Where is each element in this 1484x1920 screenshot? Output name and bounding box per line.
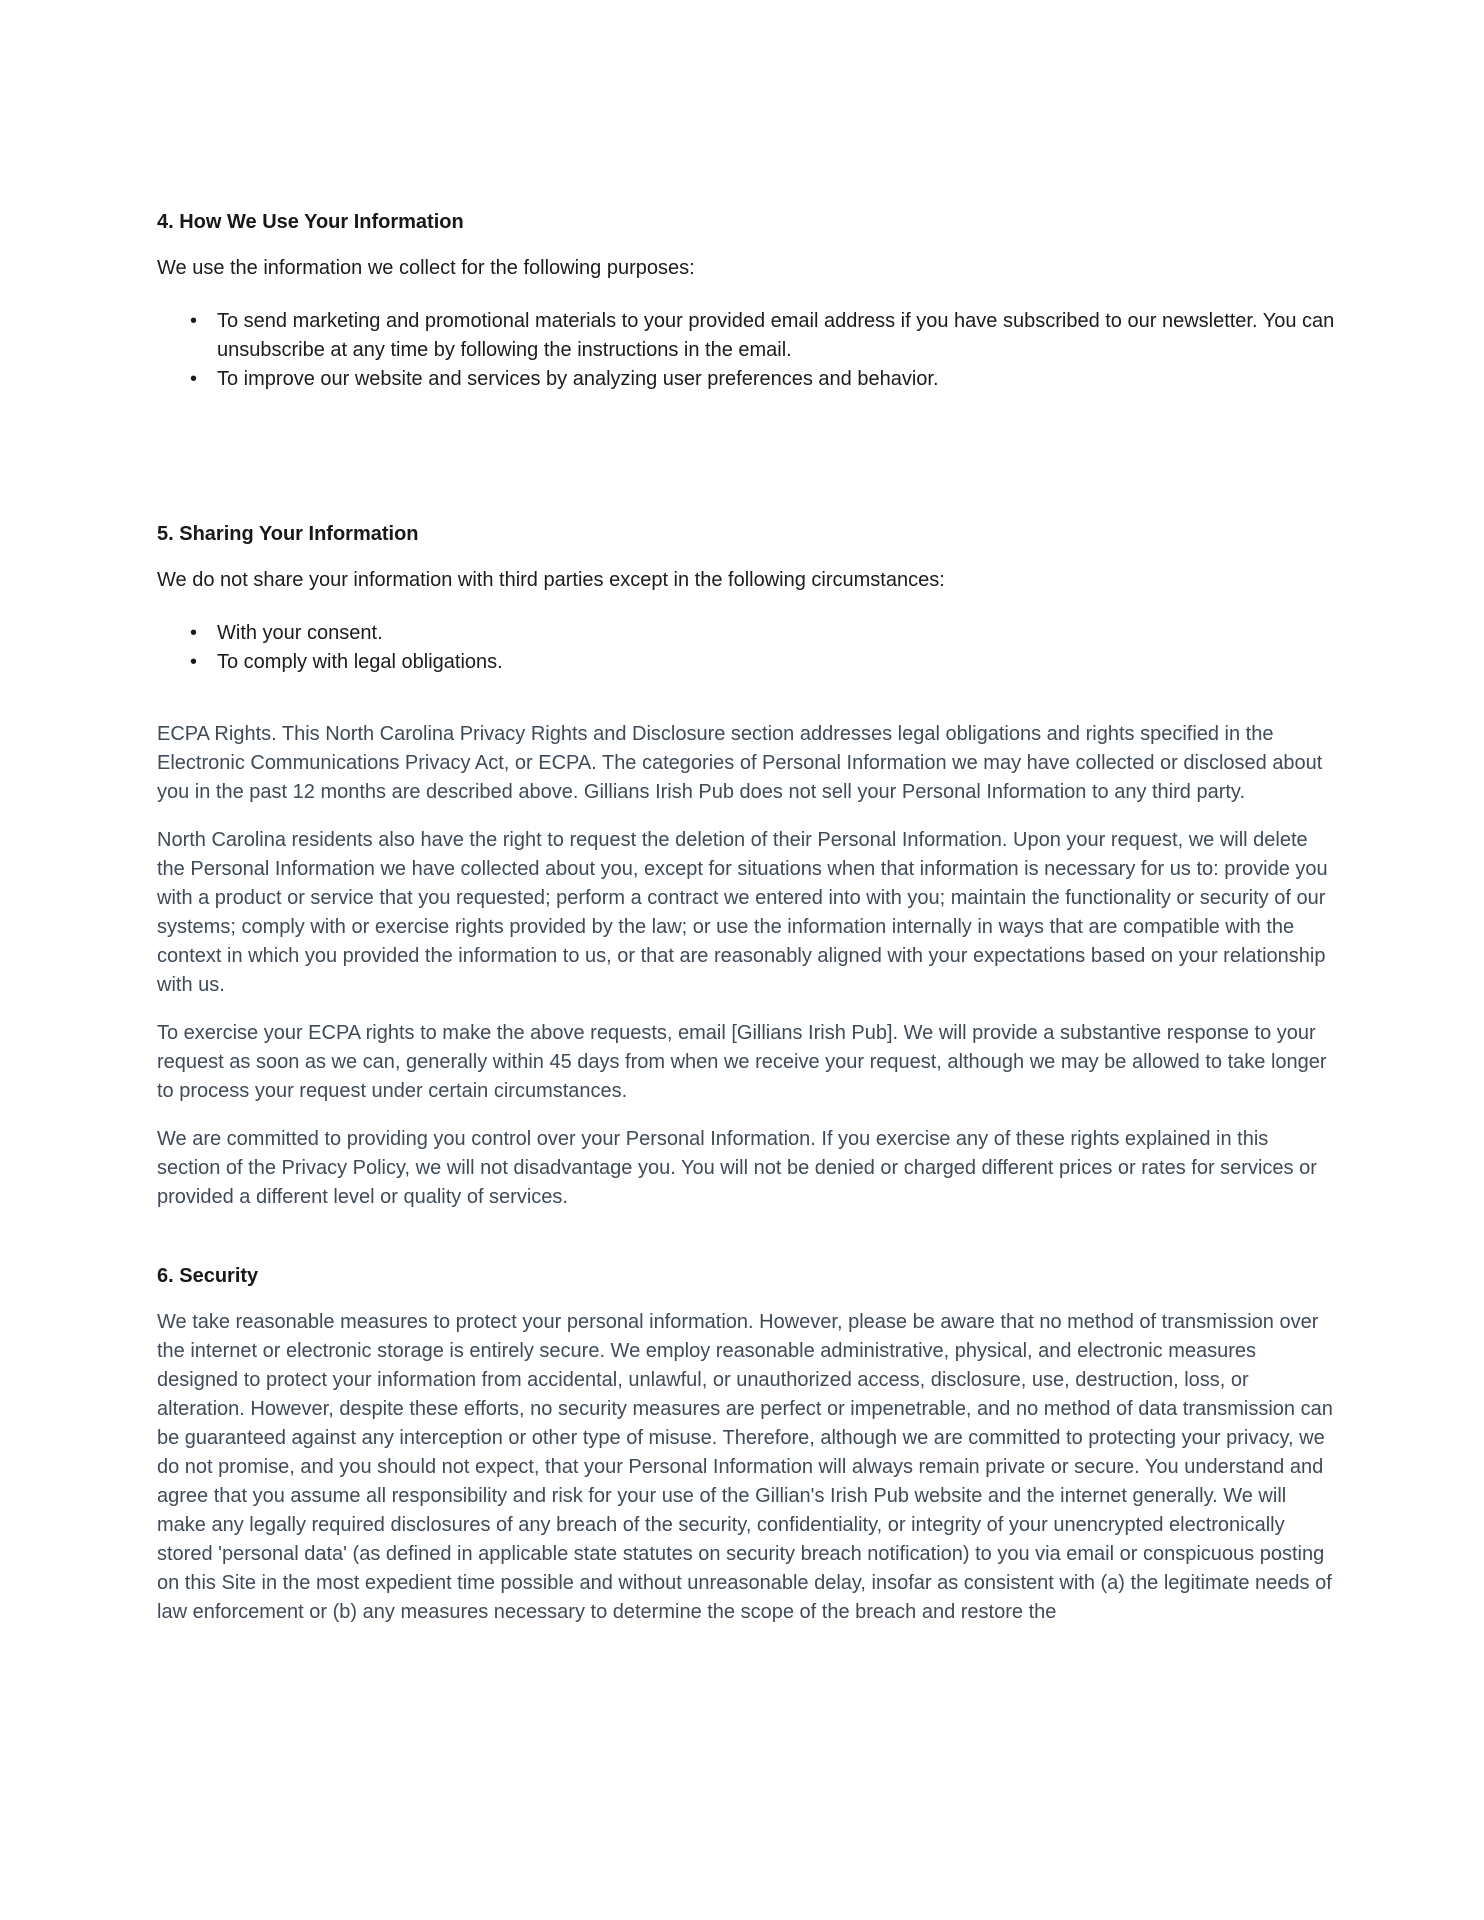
bullet-dot-icon: • — [190, 368, 198, 390]
bullet-item-improve-website — [190, 365, 1337, 394]
paragraph-ecpa-rights: ECPA Rights. This North Carolina Privacy Rights and Disclosure section addresses legal obligations and rights specified in the Electronic Communications Privacy Act, or ECPA. The categories of Personal Information we may have collected or disclosed about you in the past 12 months are described above. Gillians Irish Pub does not sell your Personal Information to any third party. — [157, 723, 1323, 803]
paragraph-exercise-ecpa-rights: To exercise your ECPA rights to make the above requests, email [Gillians Irish Pub]. We will provide a substantive response to your request as soon as we can, generally within 45 days from when we receive your request, although we may be allowed to take longer to process your request under certain circumstances. — [157, 1022, 1327, 1102]
bullet-item-with-consent — [190, 619, 1337, 648]
paragraph-no-disadvantage: We are committed to providing you control over your Personal Information. If you exercise any of these rights explained in this section of the Privacy Policy, we will not disadvantage you. You will not be denied or charged different prices or rates for services or provided a different level or quality of services. — [157, 1128, 1317, 1208]
bullet-text: To comply with legal obligations. — [217, 651, 503, 673]
bullet-dot-icon: • — [190, 310, 198, 332]
bullet-list-how-we-use — [157, 307, 1337, 394]
bullet-dot-icon: • — [190, 622, 198, 644]
bullet-item-legal-obligations — [190, 648, 1337, 677]
section-sharing-your-information — [157, 520, 1337, 1212]
section-heading-how-we-use: 4. How We Use Your Information — [157, 211, 464, 233]
intro-paragraph-how-we-use: We use the information we collect for the following purposes: — [157, 257, 695, 279]
section-security — [157, 1262, 1337, 1627]
bullet-item-marketing-emails — [190, 307, 1337, 365]
paragraph-security-measures: We take reasonable measures to protect your personal information. However, please be aware that no method of transmission over the internet or electronic storage is entirely secure. We employ reasonable administrative, physical, and electronic measures designed to protect your information from accidental, unlawful, or unauthorized access, disclosure, use, destruction, loss, or alteration. However, despite these efforts, no security measures are perfect or impenetrable, and no method of data transmission can be guaranteed against any interception or other type of misuse. Therefore, although we are committed to protecting your privacy, we do not promise, and you should not expect, that your Personal Information will always remain private or secure. You understand and agree that you assume all responsibility and risk for your use of the Gillian's Irish Pub website and the internet generally. We will make any legally required disclosures of any breach of the security, confidentiality, or integrity of your unencrypted electronically stored 'personal data' (as defined in applicable state statutes on security breach notification) to you via email or conspicuous posting on this Site in the most expedient time possible and without unreasonable delay, insofar as consistent with (a) the legitimate needs of law enforcement or (b) any measures necessary to determine the scope of the breach and restore the — [157, 1311, 1333, 1623]
section-how-we-use-your-information — [157, 208, 1337, 394]
bullet-list-sharing — [157, 619, 1337, 677]
bullet-text: To improve our website and services by analyzing user preferences and behavior. — [217, 368, 939, 390]
bullet-dot-icon: • — [190, 651, 198, 673]
section-heading-security: 6. Security — [157, 1265, 259, 1287]
bullet-text: To send marketing and promotional materials to your provided email address if you have subscribed to our newsletter. You can unsubscribe at any time by following the instructions in the email. — [217, 310, 1335, 361]
bullet-text: With your consent. — [217, 622, 383, 644]
paragraph-nc-residents-deletion: North Carolina residents also have the right to request the deletion of their Personal Information. Upon your request, we will delete the Personal Information we have collected about you, except for situations when that information is necessary for us to: provide you with a product or service that you requested; perform a contract we entered into with you; maintain the functionality or security of our systems; comply with or exercise rights provided by the law; or use the information internally in ways that are compatible with the context in which you provided the information to us, or that are reasonably aligned with your expectations based on your relationship with us. — [157, 829, 1328, 996]
intro-paragraph-sharing: We do not share your information with third parties except in the following circumstances: — [157, 569, 945, 591]
section-heading-sharing: 5. Sharing Your Information — [157, 523, 419, 545]
